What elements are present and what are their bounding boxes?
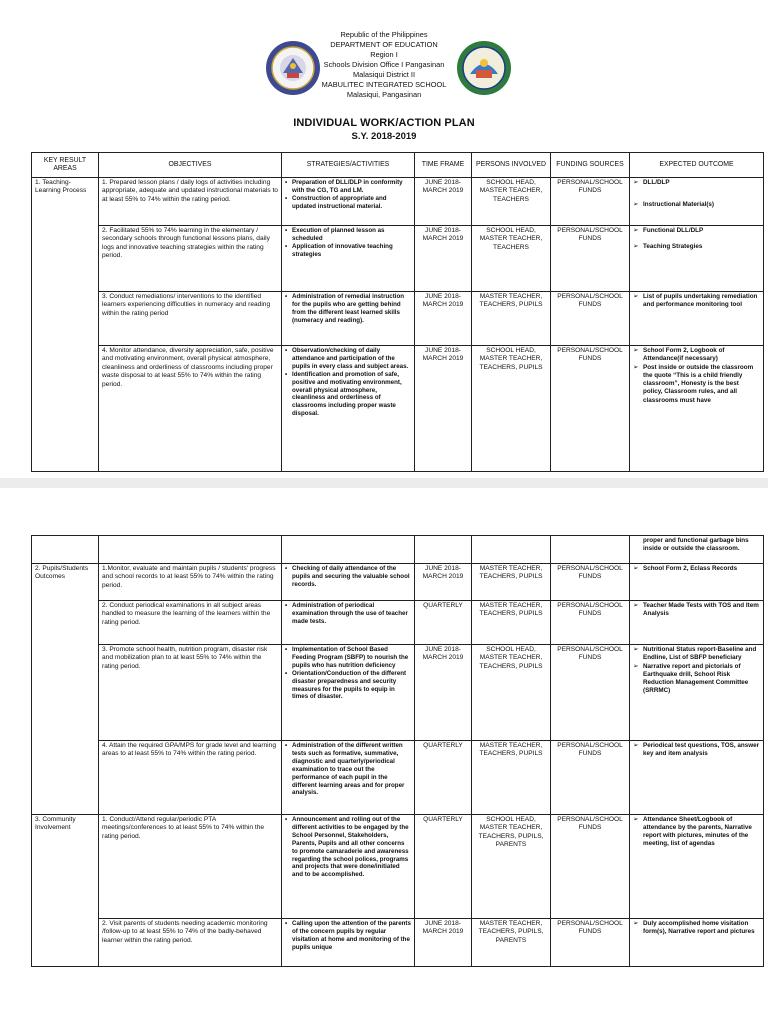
funding-cell: PERSONAL/SCHOOL FUNDS [551,226,630,292]
funding-cell: PERSONAL/SCHOOL FUNDS [551,292,630,346]
outcome-cell [630,815,764,919]
strategy-item: • Identification and promotion of safe, positive and motivating environment, overall physical atmosphere, cleanliness and orderliness of classrooms including proper waste disposal. [285,371,411,418]
persons-cell: MASTER TEACHER, TEACHERS, PUPILS [472,292,551,346]
time-frame-cell: JUNE 2018-MARCH 2019 [415,226,472,292]
time-frame-cell: QUARTERLY [415,601,472,645]
time-frame-cell: QUARTERLY [415,815,472,919]
strategies-cell [282,645,415,741]
table-row [32,292,764,346]
persons-cell: SCHOOL HEAD, MASTER TEACHER, TEACHERS [472,178,551,226]
header-address-block [0,30,768,100]
funding-cell: PERSONAL/SCHOOL FUNDS [551,178,630,226]
header-line-department: DEPARTMENT OF EDUCATION [330,40,438,49]
objective-cell: 1. Prepared lesson plans / daily logs of activities including appropriate, adequate and updated instructional materials to at least 55% to 74% within the rating period. [99,178,282,226]
time-frame-cell: JUNE 2018-MARCH 2019 [415,919,472,967]
header-expected-outcome: EXPECTED OUTCOME [630,153,764,178]
table-row [32,741,764,815]
table-row [32,226,764,292]
outcome-item: ➢ Duly accomplished home visitation form(s), Narrative report and pictures [633,920,760,936]
strategy-item: • Administration of periodical examination through the use of teacher made tests. [285,602,411,626]
outcome-item: ➢ Attendance Sheet/Logbook of attendance by the parents, Narrative report with pictures, minutes of the meeting, list of agendas [633,816,760,848]
outcome-cell [630,178,764,226]
strategy-item: • Construction of appropriate and updated instructional material. [285,195,411,211]
strategies-cell [282,292,415,346]
objective-cell: 4. Attain the required GPA/MPS for grade level and learning areas to at least 55% to 74% within the rating period. [99,741,282,815]
time-frame-cell: JUNE 2018-MARCH 2019 [415,346,472,472]
header-line-division: Schools Division Office I Pangasinan [323,60,445,69]
header-persons-involved: PERSONS INVOLVED [472,153,551,178]
empty-cell [282,536,415,564]
persons-cell: MASTER TEACHER, TEACHERS, PUPILS [472,564,551,601]
outcome-cell [630,645,764,741]
strategies-cell [282,226,415,292]
strategy-item: • Implementation of School Based Feeding Program (SBFP) to nourish the pupils who has nutrition deficiency [285,646,411,670]
funding-cell: PERSONAL/SCHOOL FUNDS [551,919,630,967]
strategies-cell [282,564,415,601]
outcome-cell [630,292,764,346]
outcome-item: ➢ Instructional Material(s) [633,201,760,209]
strategy-item: • Calling upon the attention of the parents of the concern pupils by regular visitation at home and monitoring of the pupils unique [285,920,411,952]
header-line-region: Region I [370,50,398,59]
outcome-item: ➢ List of pupils undertaking remediation and performance monitoring tool [633,293,760,309]
table-row [32,601,764,645]
strategy-item: • Administration of the different written tests such as formative, summative, diagnostic and quarterly/periodical examination to trace out the performance of each pupil in the different learning areas and for proper analysis. [285,742,411,797]
funding-cell: PERSONAL/SCHOOL FUNDS [551,741,630,815]
header-time-frame: TIME FRAME [415,153,472,178]
strategies-cell [282,178,415,226]
header-key-result-areas: KEY RESULT AREAS [32,153,99,178]
empty-cell [32,536,99,564]
outcome-item: ➢ Post inside or outside the classroom the quote “This is a child friendly classroom”, Honesty is the best policy, Classroom rules, and all classrooms must have [633,364,760,404]
header-strategies: STRATEGIES/ACTIVITIES [282,153,415,178]
strategy-item: • Preparation of DLL/DLP in conformity with the CG, TG and LM. [285,179,411,195]
strategies-cell [282,815,415,919]
action-plan-table-page-2 [31,535,764,967]
strategies-cell [282,346,415,472]
objective-cell: 4. Monitor attendance, diversity appreciation, safe, positive and motivating environment, overall physical atmosphere, cleanliness and orderliness of classrooms including proper waste disposal to at least 55% to 74% within the rating period. [99,346,282,472]
empty-cell [472,536,551,564]
time-frame-cell: JUNE 2018-MARCH 2019 [415,292,472,346]
funding-cell: PERSONAL/SCHOOL FUNDS [551,645,630,741]
funding-cell: PERSONAL/SCHOOL FUNDS [551,601,630,645]
school-seal-logo [456,40,512,96]
objective-cell: 3. Conduct remediations/ interventions to the identified learners experiencing difficulties in numeracy and reading within the rating period [99,292,282,346]
outcome-item: ➢ Nutritional Status report-Baseline and Endline, List of SBFP beneficiary [633,646,760,662]
table-header-row [32,153,764,178]
strategy-item: • Orientation/Conduction of the different disaster preparedness and security measures for the pupils to equip in times of disaster. [285,670,411,702]
kra-pupils-students-outcomes: 2. Pupils/Students Outcomes [32,564,99,815]
header-funding-sources: FUNDING SOURCES [551,153,630,178]
objective-cell: 1.Monitor, evaluate and maintain pupils / students' progress and school records to at least 55% to 74% within the rating period. [99,564,282,601]
outcome-continuation-cell [630,536,764,564]
funding-cell: PERSONAL/SCHOOL FUNDS [551,564,630,601]
outcome-cell [630,601,764,645]
table-row [32,645,764,741]
outcome-item: ➢ Teaching Strategies [633,243,760,251]
outcome-continuation-text: proper and functional garbage bins inside or outside the classroom. [643,537,749,553]
persons-cell: MASTER TEACHER, TEACHERS, PUPILS, PARENTS [472,919,551,967]
strategy-item: • Checking of daily attendance of the pupils and securing the valuable school records. [285,565,411,589]
outcome-item: ➢ Narrative report and pictorials of Earthquake drill, School Risk Reduction Management Committee (SRRMC) [633,663,760,695]
strategies-cell [282,741,415,815]
action-plan-table-page-1 [31,152,764,472]
persons-cell: MASTER TEACHER, TEACHERS, PUPILS [472,741,551,815]
outcome-item: ➢ School Form 2, Logbook of Attendance(if necessary) [633,347,760,363]
outcome-item: ➢ DLL/DLP [633,179,760,187]
outcome-item: ➢ Teacher Made Tests with TOS and Item Analysis [633,602,760,618]
persons-cell: SCHOOL HEAD, MASTER TEACHER, TEACHERS, PUPILS [472,346,551,472]
objective-cell: 1. Conduct/Attend regular/periodic PTA meetings/conferences to at least 55% to 74% within the rating period. [99,815,282,919]
persons-cell: SCHOOL HEAD, MASTER TEACHER, TEACHERS [472,226,551,292]
persons-cell: MASTER TEACHER, TEACHERS, PUPILS [472,601,551,645]
persons-cell: SCHOOL HEAD, MASTER TEACHER, TEACHERS, PUPILS [472,645,551,741]
outcome-item: ➢ Periodical test questions, TOS, answer key and item analysis [633,742,760,758]
objective-cell: 2. Facilitated 55% to 74% learning in the elementary / secondary schools through functional lessons plans, daily logs and innovative teaching strategies within the rating period. [99,226,282,292]
table-row [32,919,764,967]
time-frame-cell: JUNE 2018-MARCH 2019 [415,564,472,601]
strategy-item: • Announcement and rolling out of the different activities to be engaged by the School Personnel, Stakeholders, Parents, Pupils and all other concerns to promote camaraderie and awareness regarding the school polices, programs and projects that were done/initiated and to be accomplished. [285,816,411,879]
strategies-cell [282,601,415,645]
outcome-cell [630,346,764,472]
empty-cell [551,536,630,564]
empty-cell [415,536,472,564]
strategies-cell [282,919,415,967]
objective-cell: 2. Visit parents of students needing academic monitoring /follow-up to at least 55% to 74% of the badly-behaved learner within the rating period. [99,919,282,967]
document-page-2 [0,488,768,1024]
outcome-cell [630,564,764,601]
empty-cell [99,536,282,564]
kra-teaching-learning: 1. Teaching-Learning Process [32,178,99,472]
table-row [32,346,764,472]
school-year: S.Y. 2018-2019 [351,131,417,142]
strategy-item: • Application of innovative teaching strategies [285,243,411,259]
table-row [32,178,764,226]
persons-cell: SCHOOL HEAD, MASTER TEACHER, TEACHERS, PUPILS, PARENTS [472,815,551,919]
time-frame-cell: QUARTERLY [415,741,472,815]
strategy-item: • Observation/checking of daily attendance and participation of the pupils in every class and subject areas. [285,347,411,371]
document-page-1 [0,0,768,478]
kra-community-involvement: 3. Community Involvement [32,815,99,967]
table-row [32,815,764,919]
outcome-cell [630,919,764,967]
header-line-school: MABULITEC INTEGRATED SCHOOL [321,80,447,89]
document-title: INDIVIDUAL WORK/ACTION PLAN [293,117,475,129]
continuation-row [32,536,764,564]
funding-cell: PERSONAL/SCHOOL FUNDS [551,815,630,919]
objective-cell: 3. Promote school health, nutrition program, disaster risk and mobilization plan to at least 55% to 74% within the rating period. [99,645,282,741]
outcome-item: ➢ Functional DLL/DLP [633,227,760,235]
table-row [32,564,764,601]
strategy-item: • Administration of remedial instruction for the pupils who are getting behind from the different least learned skills (numeracy and reading). [285,293,411,325]
objective-cell: 2. Conduct periodical examinations in all subject areas handled to measure the learning of the learners within the rating period. [99,601,282,645]
header-objectives: OBJECTIVES [99,153,282,178]
outcome-cell [630,741,764,815]
time-frame-cell: JUNE 2018-MARCH 2019 [415,178,472,226]
time-frame-cell: JUNE 2018-MARCH 2019 [415,645,472,741]
outcome-item: ➢ School Form 2, Eclass Records [633,565,760,573]
document-header [0,0,768,150]
funding-cell: PERSONAL/SCHOOL FUNDS [551,346,630,472]
header-line-district: Malasiqui District II [352,70,415,79]
header-line-location: Malasiqui, Pangasinan [346,90,422,99]
header-line-republic: Republic of the Philippines [340,30,428,39]
strategy-item: • Execution of planned lesson as scheduled [285,227,411,243]
outcome-cell [630,226,764,292]
